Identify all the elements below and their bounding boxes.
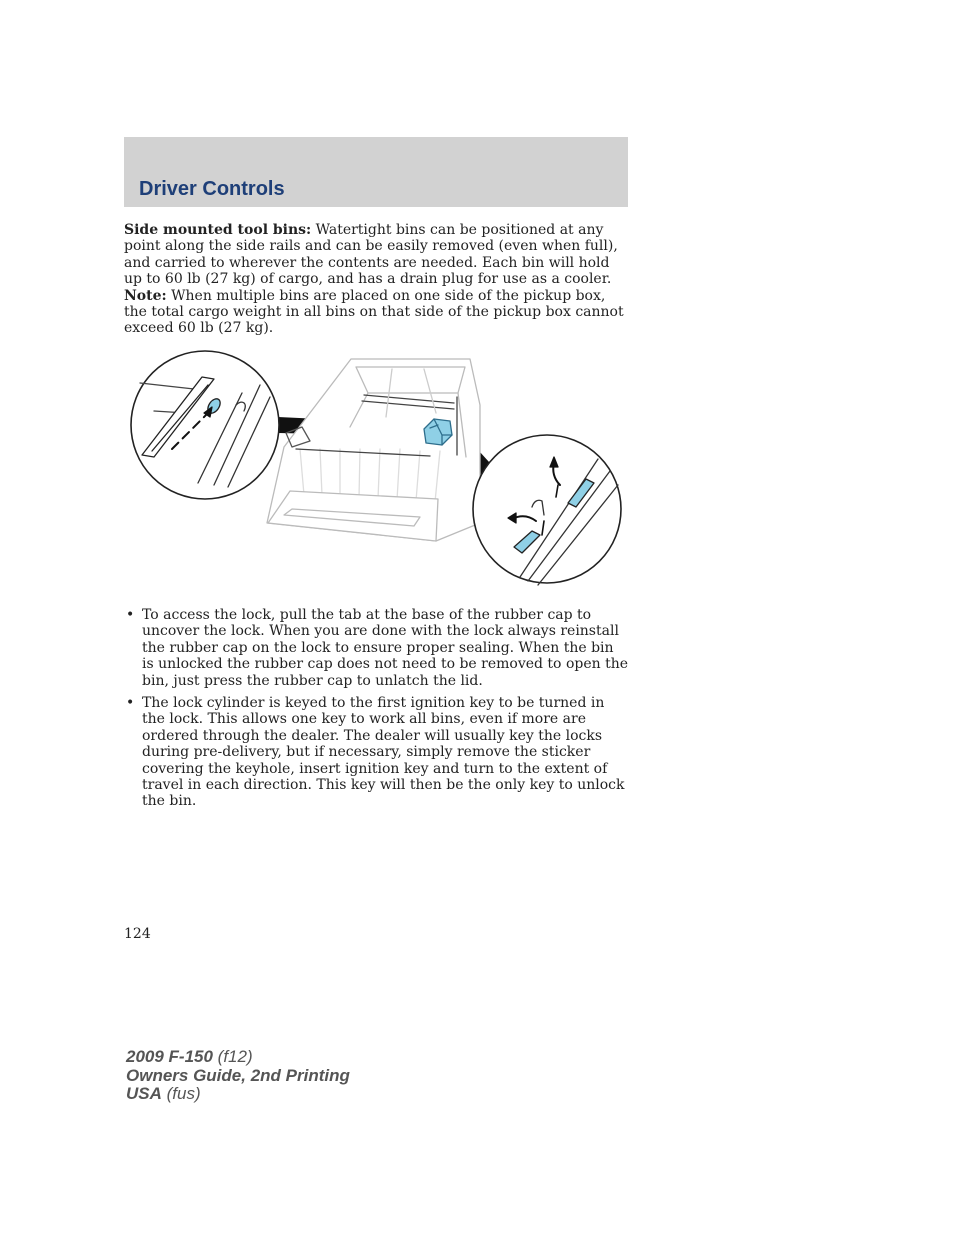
list-item bbox=[124, 695, 628, 810]
intro-heading: Side mounted tool bins: bbox=[124, 222, 312, 238]
footer-line-1 bbox=[126, 1048, 350, 1067]
bullet-marker: • bbox=[126, 695, 135, 712]
footer bbox=[126, 1048, 350, 1104]
note-label: Note: bbox=[124, 287, 167, 304]
tool-bin-illustration bbox=[124, 345, 628, 590]
lock-detail-circle bbox=[131, 351, 279, 499]
intro-text: Watertight bins can be positioned at any point along the side rails and can be easily removed (even when full), and carried to wherever the contents are needed. Each bin will hold up to 60 lb (27 kg) of cargo, and has a drain plug for use as a cooler. bbox=[124, 222, 618, 288]
footer-edition: Owners Guide, 2nd Printing bbox=[126, 1065, 350, 1085]
intro-paragraph bbox=[124, 222, 628, 337]
note-text: When multiple bins are placed on one side of the pickup box, the total cargo weight in all bins on that side of the pickup box cannot exceed 60 lb (27 kg). bbox=[124, 287, 624, 337]
page-number: 124 bbox=[124, 926, 151, 942]
footer-line-2 bbox=[126, 1067, 350, 1086]
section-title: Driver Controls bbox=[139, 178, 285, 200]
list-item-text: The lock cylinder is keyed to the first ignition key to be turned in the lock. This allows one key to work all bins, even if more are ordered through the dealer. The dealer will usually key the locks during pre-delivery, but if necessary, simply remove the sticker covering the keyhole, insert ignition key and turn to the extent of travel in each direction. This key will then be the only key to unlock the bin. bbox=[142, 695, 625, 810]
footer-region-code: (fus) bbox=[161, 1084, 201, 1103]
list-item bbox=[124, 607, 628, 689]
footer-region: USA bbox=[126, 1084, 162, 1103]
pickup-bed bbox=[267, 359, 480, 541]
bullet-marker: • bbox=[126, 607, 135, 623]
section-header bbox=[124, 137, 628, 207]
list-item-text: To access the lock, pull the tab at the base of the rubber cap to uncover the lock. When you are done with the lock always reinstall the rubber cap on the lock to ensure proper sealing. When the bin is unlocked the rubber cap does not need to be removed to open the bin, just press the rubber cap to unlatch the lid. bbox=[142, 607, 629, 689]
footer-model-code: (f12) bbox=[212, 1047, 253, 1066]
latch-detail-circle bbox=[473, 435, 621, 585]
instruction-list bbox=[124, 607, 628, 816]
footer-line-3 bbox=[126, 1085, 350, 1104]
footer-model: 2009 F-150 bbox=[126, 1047, 213, 1066]
